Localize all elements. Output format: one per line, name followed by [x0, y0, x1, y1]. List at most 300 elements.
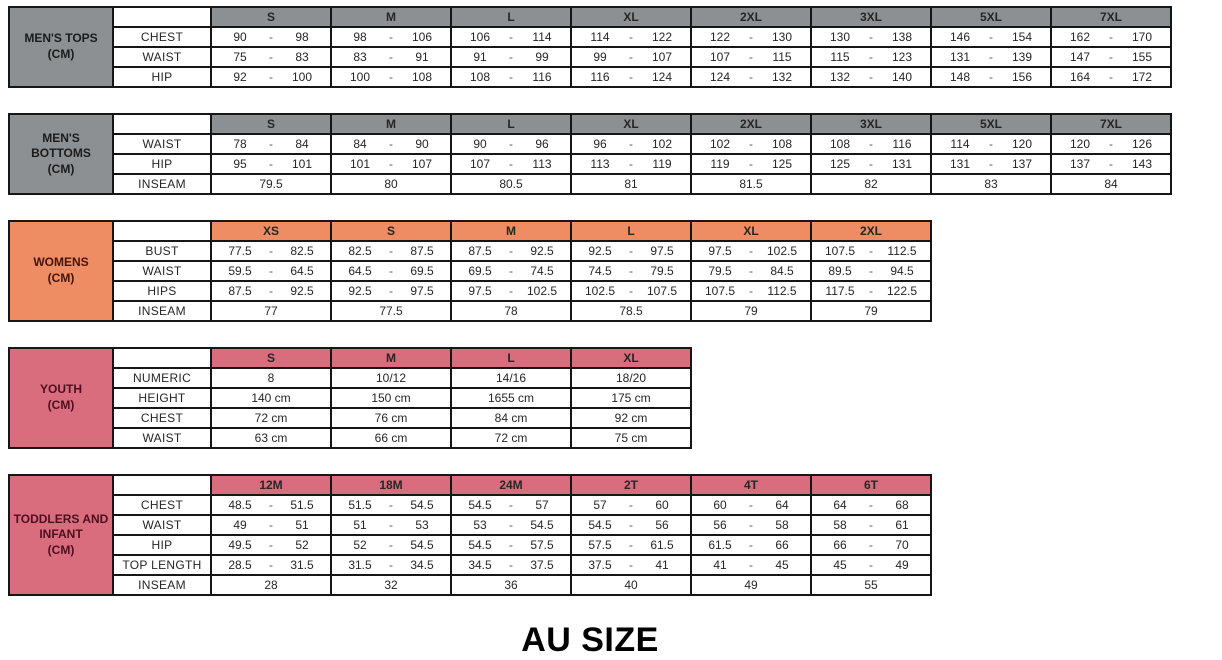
max-value: 139 [1011, 50, 1033, 64]
min-value: 52 [353, 538, 367, 552]
range-value-cell [451, 555, 571, 575]
max-value: 137 [1011, 157, 1033, 171]
min-value: 120 [1069, 137, 1091, 151]
min-value: 114 [950, 137, 970, 151]
range-dash: - [989, 30, 993, 44]
min-value: 91 [473, 50, 487, 64]
range-value-cell [451, 261, 571, 281]
max-value: 91 [415, 50, 429, 64]
max-value: 112.5 [887, 244, 917, 258]
range-dash: - [629, 558, 633, 572]
max-value: 84 [295, 137, 309, 151]
range-value-cell [691, 555, 811, 575]
size-header-cell: 2XL [811, 221, 931, 241]
max-value: 34.5 [410, 558, 434, 572]
min-value: 79.5 [708, 264, 732, 278]
table-label-unit: (CM) [47, 398, 75, 412]
max-value: 101 [291, 157, 313, 171]
range-dash: - [509, 30, 513, 44]
range-dash: - [509, 264, 513, 278]
max-value: 138 [891, 30, 913, 44]
max-value: 97.5 [410, 284, 434, 298]
size-header-cell: XL [571, 348, 691, 368]
range-dash: - [389, 558, 393, 572]
max-value: 116 [532, 70, 552, 84]
range-dash: - [1109, 70, 1113, 84]
row-header-cell: WAIST [113, 134, 211, 154]
min-value: 107.5 [824, 244, 856, 258]
max-value: 69.5 [410, 264, 434, 278]
range-value-cell [211, 261, 331, 281]
max-value: 140 [891, 70, 913, 84]
size-header-cell: 2XL [691, 114, 811, 134]
range-value-cell [691, 495, 811, 515]
min-value: 96 [593, 137, 607, 151]
range-value-cell [331, 555, 451, 575]
max-value: 54.5 [530, 518, 554, 532]
max-value: 172 [1131, 70, 1153, 84]
size-table-toddlers [8, 474, 932, 596]
single-value-cell: 63 cm [211, 428, 331, 448]
row-header-cell: CHEST [113, 27, 211, 47]
range-value-cell [931, 154, 1051, 174]
size-header-cell: XS [211, 221, 331, 241]
single-value-cell: 80.5 [451, 174, 571, 194]
range-value-cell [691, 241, 811, 261]
max-value: 54.5 [410, 538, 434, 552]
range-value-cell [811, 261, 931, 281]
range-dash: - [1109, 30, 1113, 44]
size-header-row [9, 475, 931, 495]
measurement-row [9, 515, 931, 535]
range-value-cell [931, 27, 1051, 47]
measurement-row [9, 67, 1171, 87]
single-value-cell: 78 [451, 301, 571, 321]
range-dash: - [389, 244, 393, 258]
range-dash: - [389, 157, 393, 171]
range-value-cell [451, 281, 571, 301]
corner-empty-cell [113, 348, 211, 368]
measurement-row [9, 555, 931, 575]
min-value: 37.5 [588, 558, 612, 572]
range-value-cell [331, 535, 451, 555]
min-value: 56 [713, 518, 727, 532]
min-value: 92.5 [348, 284, 372, 298]
range-dash: - [269, 558, 273, 572]
range-value-cell [571, 281, 691, 301]
range-value-cell [571, 261, 691, 281]
max-value: 122 [651, 30, 673, 44]
min-value: 54.5 [468, 498, 492, 512]
min-value: 117.5 [825, 284, 855, 298]
table-label-unit: (CM) [47, 271, 75, 285]
size-header-cell: S [211, 7, 331, 27]
range-dash: - [749, 244, 753, 258]
range-dash: - [749, 538, 753, 552]
min-value: 53 [473, 518, 487, 532]
min-value: 137 [1069, 157, 1091, 171]
range-value-cell [811, 535, 931, 555]
single-value-cell: 150 cm [331, 388, 451, 408]
max-value: 51 [295, 518, 309, 532]
range-value-cell [571, 555, 691, 575]
measurement-row [9, 535, 931, 555]
range-dash: - [509, 284, 513, 298]
min-value: 131 [949, 157, 971, 171]
min-value: 64 [833, 498, 847, 512]
range-value-cell [331, 154, 451, 174]
single-value-cell: 77.5 [331, 301, 451, 321]
range-dash: - [869, 50, 873, 64]
size-table-mens-bottoms [8, 113, 1172, 195]
range-value-cell [211, 281, 331, 301]
size-header-cell: 18M [331, 475, 451, 495]
min-value: 84 [353, 137, 367, 151]
max-value: 106 [411, 30, 433, 44]
single-value-cell: 40 [571, 575, 691, 595]
max-value: 56 [655, 518, 669, 532]
min-value: 114 [590, 30, 610, 44]
range-value-cell [331, 495, 451, 515]
single-value-cell: 80 [331, 174, 451, 194]
max-value: 37.5 [530, 558, 554, 572]
max-value: 98 [295, 30, 309, 44]
min-value: 54.5 [588, 518, 612, 532]
max-value: 119 [652, 157, 672, 171]
min-value: 87.5 [228, 284, 252, 298]
range-value-cell [571, 67, 691, 87]
single-value-cell: 66 cm [331, 428, 451, 448]
size-header-cell: XL [571, 114, 691, 134]
min-value: 51.5 [348, 498, 372, 512]
min-value: 147 [1069, 50, 1091, 64]
range-dash: - [389, 518, 393, 532]
range-value-cell [571, 134, 691, 154]
single-value-cell: 79 [811, 301, 931, 321]
size-header-cell: S [211, 114, 331, 134]
table-label-unit: (CM) [47, 542, 75, 557]
range-value-cell [331, 281, 451, 301]
min-value: 90 [233, 30, 247, 44]
size-header-row [9, 114, 1171, 134]
range-value-cell [811, 495, 931, 515]
min-value: 107 [469, 157, 491, 171]
range-value-cell [1051, 27, 1171, 47]
min-value: 77.5 [228, 244, 252, 258]
size-header-cell: M [451, 221, 571, 241]
single-value-cell: 28 [211, 575, 331, 595]
range-dash: - [749, 30, 753, 44]
range-value-cell [811, 67, 931, 87]
row-header-cell: INSEAM [113, 575, 211, 595]
range-dash: - [629, 264, 633, 278]
range-value-cell [691, 27, 811, 47]
size-header-row [9, 7, 1171, 27]
range-dash: - [749, 50, 753, 64]
size-header-cell: 12M [211, 475, 331, 495]
row-header-cell: BUST [113, 241, 211, 261]
max-value: 96 [535, 137, 549, 151]
max-value: 108 [411, 70, 433, 84]
single-value-cell: 75 cm [571, 428, 691, 448]
range-dash: - [269, 137, 273, 151]
table-label-name: TODDLERS AND INFANT [13, 511, 109, 542]
range-dash: - [629, 538, 633, 552]
min-value: 92.5 [588, 244, 612, 258]
range-dash: - [509, 498, 513, 512]
single-value-cell: 72 cm [211, 408, 331, 428]
range-dash: - [509, 137, 513, 151]
min-value: 107 [709, 50, 731, 64]
range-dash: - [869, 264, 873, 278]
min-value: 131 [949, 50, 971, 64]
range-value-cell [811, 515, 931, 535]
max-value: 116 [892, 137, 912, 151]
min-value: 107.5 [704, 284, 736, 298]
range-dash: - [389, 30, 393, 44]
min-value: 146 [949, 30, 971, 44]
size-header-cell: 3XL [811, 114, 931, 134]
min-value: 57 [593, 498, 607, 512]
min-value: 119 [710, 157, 730, 171]
range-dash: - [869, 558, 873, 572]
row-header-cell: CHEST [113, 495, 211, 515]
row-header-cell: TOP LENGTH [113, 555, 211, 575]
range-value-cell [931, 67, 1051, 87]
size-header-cell: 3XL [811, 7, 931, 27]
min-value: 51 [353, 518, 367, 532]
single-value-cell: 32 [331, 575, 451, 595]
min-value: 89.5 [828, 264, 852, 278]
range-dash: - [269, 70, 273, 84]
range-value-cell [331, 241, 451, 261]
table-label-mens-tops [9, 7, 113, 87]
min-value: 69.5 [468, 264, 492, 278]
single-value-cell: 83 [931, 174, 1051, 194]
table-label-unit: (CM) [47, 47, 75, 61]
range-value-cell [211, 67, 331, 87]
single-value-cell: 79 [691, 301, 811, 321]
measurement-row [9, 261, 931, 281]
range-dash: - [629, 30, 633, 44]
min-value: 87.5 [468, 244, 492, 258]
size-header-cell: 5XL [931, 114, 1051, 134]
max-value: 122.5 [886, 284, 918, 298]
range-dash: - [869, 244, 873, 258]
single-value-cell: 36 [451, 575, 571, 595]
range-value-cell [571, 27, 691, 47]
single-value-cell: 10/12 [331, 368, 451, 388]
range-dash: - [749, 137, 753, 151]
measurement-row [9, 301, 931, 321]
min-value: 102 [709, 137, 731, 151]
max-value: 154 [1011, 30, 1033, 44]
min-value: 57.5 [588, 538, 612, 552]
single-value-cell: 84 [1051, 174, 1171, 194]
single-value-cell: 49 [691, 575, 811, 595]
single-value-cell: 81 [571, 174, 691, 194]
range-dash: - [269, 264, 273, 278]
max-value: 125 [771, 157, 793, 171]
max-value: 131 [891, 157, 913, 171]
table-label-unit: (CM) [47, 161, 75, 176]
range-dash: - [749, 498, 753, 512]
max-value: 61.5 [650, 538, 674, 552]
range-value-cell [571, 241, 691, 261]
range-value-cell [211, 515, 331, 535]
range-dash: - [989, 137, 993, 151]
range-dash: - [629, 157, 633, 171]
max-value: 87.5 [410, 244, 434, 258]
max-value: 113 [532, 157, 552, 171]
range-dash: - [989, 157, 993, 171]
max-value: 115 [772, 50, 792, 64]
range-value-cell [691, 47, 811, 67]
range-value-cell [571, 495, 691, 515]
range-dash: - [869, 157, 873, 171]
max-value: 31.5 [290, 558, 314, 572]
range-dash: - [749, 157, 753, 171]
max-value: 66 [775, 538, 789, 552]
table-label-mens-bottoms [9, 114, 113, 194]
single-value-cell: 77 [211, 301, 331, 321]
size-header-row [9, 348, 691, 368]
max-value: 82.5 [290, 244, 314, 258]
range-value-cell [811, 555, 931, 575]
max-value: 112.5 [767, 284, 797, 298]
range-value-cell [211, 154, 331, 174]
measurement-row [9, 154, 1171, 174]
size-header-cell: S [331, 221, 451, 241]
row-header-cell: INSEAM [113, 301, 211, 321]
range-value-cell [211, 241, 331, 261]
min-value: 92 [233, 70, 247, 84]
table-label-name: MEN'S TOPS [24, 31, 98, 46]
min-value: 108 [469, 70, 491, 84]
range-value-cell [211, 555, 331, 575]
range-dash: - [629, 518, 633, 532]
measurement-row [9, 241, 931, 261]
range-dash: - [269, 284, 273, 298]
max-value: 84.5 [770, 264, 794, 278]
single-value-cell: 78.5 [571, 301, 691, 321]
measurement-row [9, 47, 1171, 67]
max-value: 51.5 [290, 498, 314, 512]
max-value: 54.5 [410, 498, 434, 512]
max-value: 64 [775, 498, 789, 512]
min-value: 124 [709, 70, 731, 84]
range-value-cell [691, 67, 811, 87]
range-value-cell [691, 515, 811, 535]
range-value-cell [811, 47, 931, 67]
max-value: 41 [655, 558, 669, 572]
min-value: 115 [830, 50, 850, 64]
min-value: 162 [1069, 30, 1091, 44]
max-value: 90 [415, 137, 429, 151]
measurement-row [9, 174, 1171, 194]
range-dash: - [749, 70, 753, 84]
range-value-cell [451, 515, 571, 535]
range-value-cell [1051, 47, 1171, 67]
size-header-cell: XL [691, 221, 811, 241]
min-value: 74.5 [588, 264, 612, 278]
range-dash: - [269, 518, 273, 532]
range-value-cell [571, 535, 691, 555]
range-dash: - [749, 558, 753, 572]
max-value: 170 [1131, 30, 1153, 44]
range-dash: - [389, 498, 393, 512]
min-value: 60 [713, 498, 727, 512]
max-value: 61 [895, 518, 909, 532]
row-header-cell: NUMERIC [113, 368, 211, 388]
size-header-cell: 6T [811, 475, 931, 495]
size-header-cell: 4T [691, 475, 811, 495]
au-size-title: AU SIZE [521, 621, 659, 659]
range-value-cell [211, 134, 331, 154]
row-header-cell: WAIST [113, 261, 211, 281]
single-value-cell: 76 cm [331, 408, 451, 428]
single-value-cell: 92 cm [571, 408, 691, 428]
min-value: 97.5 [708, 244, 732, 258]
min-value: 113 [590, 157, 610, 171]
min-value: 97.5 [468, 284, 492, 298]
min-value: 148 [949, 70, 971, 84]
range-value-cell [691, 154, 811, 174]
max-value: 99 [535, 50, 549, 64]
single-value-cell: 175 cm [571, 388, 691, 408]
size-header-cell: L [451, 7, 571, 27]
range-value-cell [811, 134, 931, 154]
row-header-cell: WAIST [113, 515, 211, 535]
size-table-mens-tops [8, 6, 1172, 88]
range-value-cell [811, 241, 931, 261]
min-value: 59.5 [228, 264, 252, 278]
max-value: 58 [775, 518, 789, 532]
size-header-cell: XL [571, 7, 691, 27]
max-value: 83 [295, 50, 309, 64]
min-value: 75 [233, 50, 247, 64]
min-value: 132 [829, 70, 851, 84]
range-dash: - [869, 30, 873, 44]
range-value-cell [451, 47, 571, 67]
range-value-cell [691, 261, 811, 281]
min-value: 54.5 [468, 538, 492, 552]
max-value: 132 [771, 70, 793, 84]
range-value-cell [811, 281, 931, 301]
single-value-cell: 72 cm [451, 428, 571, 448]
range-value-cell [331, 261, 451, 281]
range-dash: - [869, 518, 873, 532]
max-value: 123 [891, 50, 913, 64]
range-dash: - [509, 518, 513, 532]
range-dash: - [269, 157, 273, 171]
size-header-cell: L [571, 221, 691, 241]
min-value: 101 [349, 157, 371, 171]
min-value: 31.5 [348, 558, 372, 572]
min-value: 83 [353, 50, 367, 64]
max-value: 57 [535, 498, 549, 512]
range-value-cell [1051, 134, 1171, 154]
range-dash: - [389, 137, 393, 151]
range-dash: - [869, 137, 873, 151]
max-value: 53 [415, 518, 429, 532]
max-value: 102.5 [766, 244, 798, 258]
range-dash: - [389, 50, 393, 64]
range-dash: - [389, 70, 393, 84]
range-dash: - [1109, 50, 1113, 64]
max-value: 49 [895, 558, 909, 572]
single-value-cell: 84 cm [451, 408, 571, 428]
